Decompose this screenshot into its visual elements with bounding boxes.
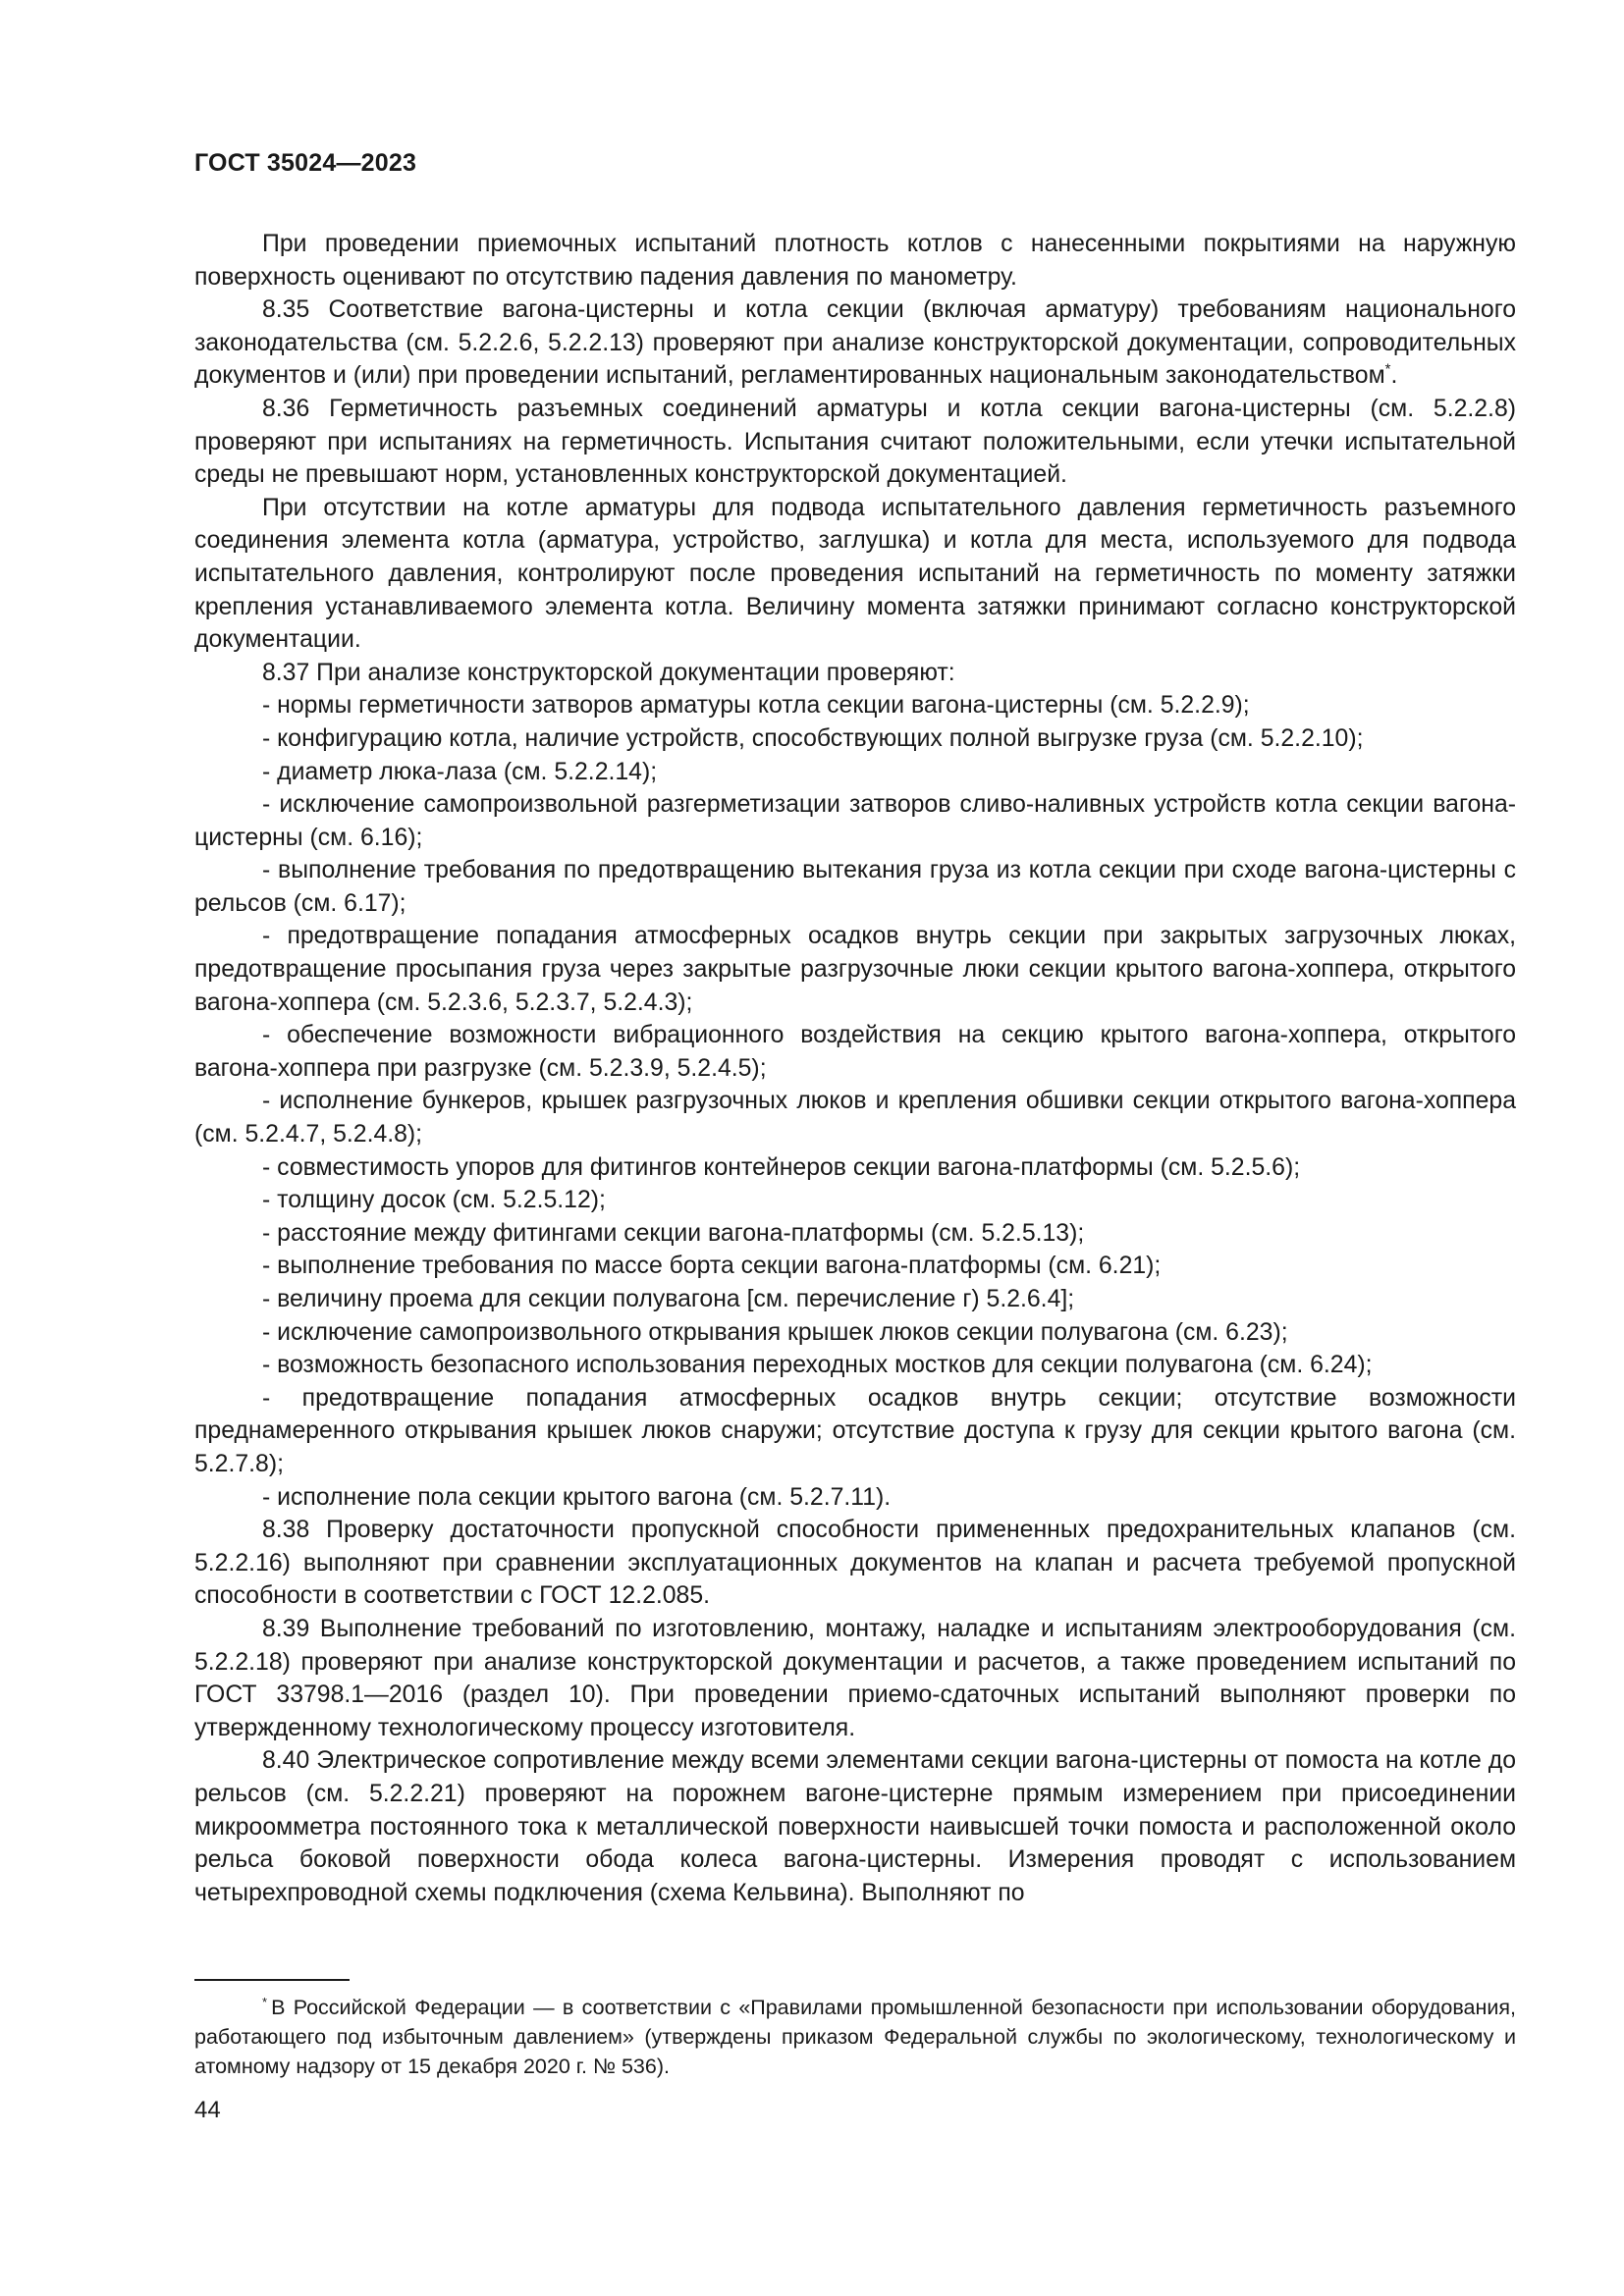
list-item: - выполнение требования по предотвращению вытекания груза из котла секции при сходе вагона-цистерны с рельсов (см. 6.17); xyxy=(194,857,1516,917)
list-item: - диаметр люка-лаза (см. 5.2.2.14); xyxy=(262,758,658,785)
footnote-text: В Российской Федерации — в соответствии с «Правилами промышленной безопасности при использовании оборудования, работающего под избыточным давлением» (утверждены приказом Федеральной службы по экологическому, технологическому и атомному надзору от 15 декабря 2020 г. № 536). xyxy=(194,1996,1516,2078)
paragraph-8-36: 8.36 Герметичность разъемных соединений арматуры и котла секции вагона-цистерны (см. 5.2.2.8) проверяют при испытаниях на герметичность. Испытания считают положительными, если утечки испытательной среды не превышают норм, установленных конструкторской документацией. xyxy=(194,395,1516,489)
list-item: - исключение самопроизвольного открывания крышек люков секции полувагона (см. 6.23); xyxy=(262,1318,1288,1346)
paragraph-8-39: 8.39 Выполнение требований по изготовлению, монтажу, наладке и испытаниям электрооборудования (см. 5.2.2.18) проверяют при анализе конструкторской документации и расчетов, а также проведением испытаний по ГОСТ 33798.1—2016 (раздел 10). При проведении приемо-сдаточных испытаний выполняют проверки по утвержденному технологическому процессу изготовителя. xyxy=(194,1615,1516,1741)
list-item: - нормы герметичности затворов арматуры котла секции вагона-цистерны (см. 5.2.2.9); xyxy=(262,692,1250,720)
page-number: 44 xyxy=(194,2097,221,2123)
list-item: - исполнение бункеров, крышек разгрузочных люков и крепления обшивки секции открытого вагона-хоппера (см. 5.2.4.7, 5.2.4.8); xyxy=(194,1088,1516,1148)
list-item: - обеспечение возможности вибрационного воздействия на секцию крытого вагона-хоппера, открытого вагона-хоппера при разгрузке (см. 5.2.3.9, 5.2.4.5); xyxy=(194,1022,1516,1082)
document-header: ГОСТ 35024—2023 xyxy=(194,149,417,177)
list-item: - исключение самопроизвольной разгерметизации затворов сливо-наливных устройств котла секции вагона-цистерны (см. 6.16); xyxy=(194,791,1516,851)
paragraph-8-37: 8.37 При анализе конструкторской документации проверяют: xyxy=(262,659,955,686)
list-item: - предотвращение попадания атмосферных осадков внутрь секции; отсутствие возможности преднамеренного открывания крышек люков снаружи; отсутствие доступа к грузу для секции крытого вагона (см. 5.2.7.8); xyxy=(194,1384,1516,1477)
list-item: - предотвращение попадания атмосферных осадков внутрь секции при закрытых загрузочных люках, предотвращение просыпания груза через закрытые разгрузочные люки секции крытого вагона-хоппера, открытого вагона-хоппера (см. 5.2.3.6, 5.2.3.7, 5.2.4.3); xyxy=(194,923,1516,1016)
body-text xyxy=(194,228,1516,1909)
list-item: - исполнение пола секции крытого вагона (см. 5.2.7.11). xyxy=(262,1483,892,1511)
paragraph: При отсутствии на котле арматуры для подвода испытательного давления герметичность разъемного соединения элемента котла (арматура, устройство, заглушка) и котла для места, используемого для подвода испытательного давления, контролируют после проведения испытаний на герметичность по моменту затяжки крепления устанавливаемого элемента котла. Величину момента затяжки принимают согласно конструкторской документации. xyxy=(194,494,1516,654)
paragraph-8-38: 8.38 Проверку достаточности пропускной способности примененных предохранительных клапанов (см. 5.2.2.16) выполняют при сравнении эксплуатационных документов на клапан и расчета требуемой пропускной способности в соответствии с ГОСТ 12.2.085. xyxy=(194,1517,1516,1610)
footnote-mark: * xyxy=(262,1994,268,2009)
footnote-paragraph xyxy=(194,1993,1516,2081)
list-item: - конфигурацию котла, наличие устройств, способствующих полной выгрузке груза (см. 5.2.2.10); xyxy=(262,724,1364,752)
list-item: - толщину досок (см. 5.2.5.12); xyxy=(262,1187,606,1214)
list-item: - выполнение требования по массе борта секции вагона-платформы (см. 6.21); xyxy=(262,1253,1162,1280)
paragraph-end: . xyxy=(1390,362,1398,390)
list-item: - совместимость упоров для фитингов контейнеров секции вагона-платформы (см. 5.2.5.6); xyxy=(262,1153,1301,1181)
footnote xyxy=(194,1993,1516,2081)
paragraph-text: 8.35 Соответствие вагона-цистерны и котла секции (включая арматуру) требованиям национального законодательства (см. 5.2.2.6, 5.2.2.13) проверяют при анализе конструкторской документации, сопроводительных документов и (или) при проведении испытаний, регламентированных национальным законодательством xyxy=(194,296,1516,390)
list-item: - величину проема для секции полувагона [см. перечисление г) 5.2.6.4]; xyxy=(262,1286,1075,1312)
footnote-reference: * xyxy=(1384,361,1391,379)
footnote-divider xyxy=(194,1979,350,1981)
paragraph: При проведении приемочных испытаний плотность котлов с нанесенными покрытиями на наружную поверхность оценивают по отсутствию падения давления по манометру. xyxy=(194,231,1516,291)
list-item: - расстояние между фитингами секции вагона-платформы (см. 5.2.5.13); xyxy=(262,1219,1085,1247)
list-item: - возможность безопасного использования переходных мостков для секции полувагона (см. 6.24); xyxy=(262,1352,1373,1379)
paragraph-8-35 xyxy=(194,294,1516,393)
paragraph-8-40: 8.40 Электрическое сопротивление между всеми элементами секции вагона-цистерны от помоста на котле до рельсов (см. 5.2.2.21) проверяют на порожнем вагоне-цистерне прямым измерением при присоединении микроомметра постоянного тока к металлической поверхности наивысшей точки помоста и расположенной около рельса боковой поверхности обода колеса вагона-цистерны. Измерения проводят с использованием четырехпроводной схемы подключения (схема Кельвина). Выполняют по xyxy=(194,1747,1516,1906)
